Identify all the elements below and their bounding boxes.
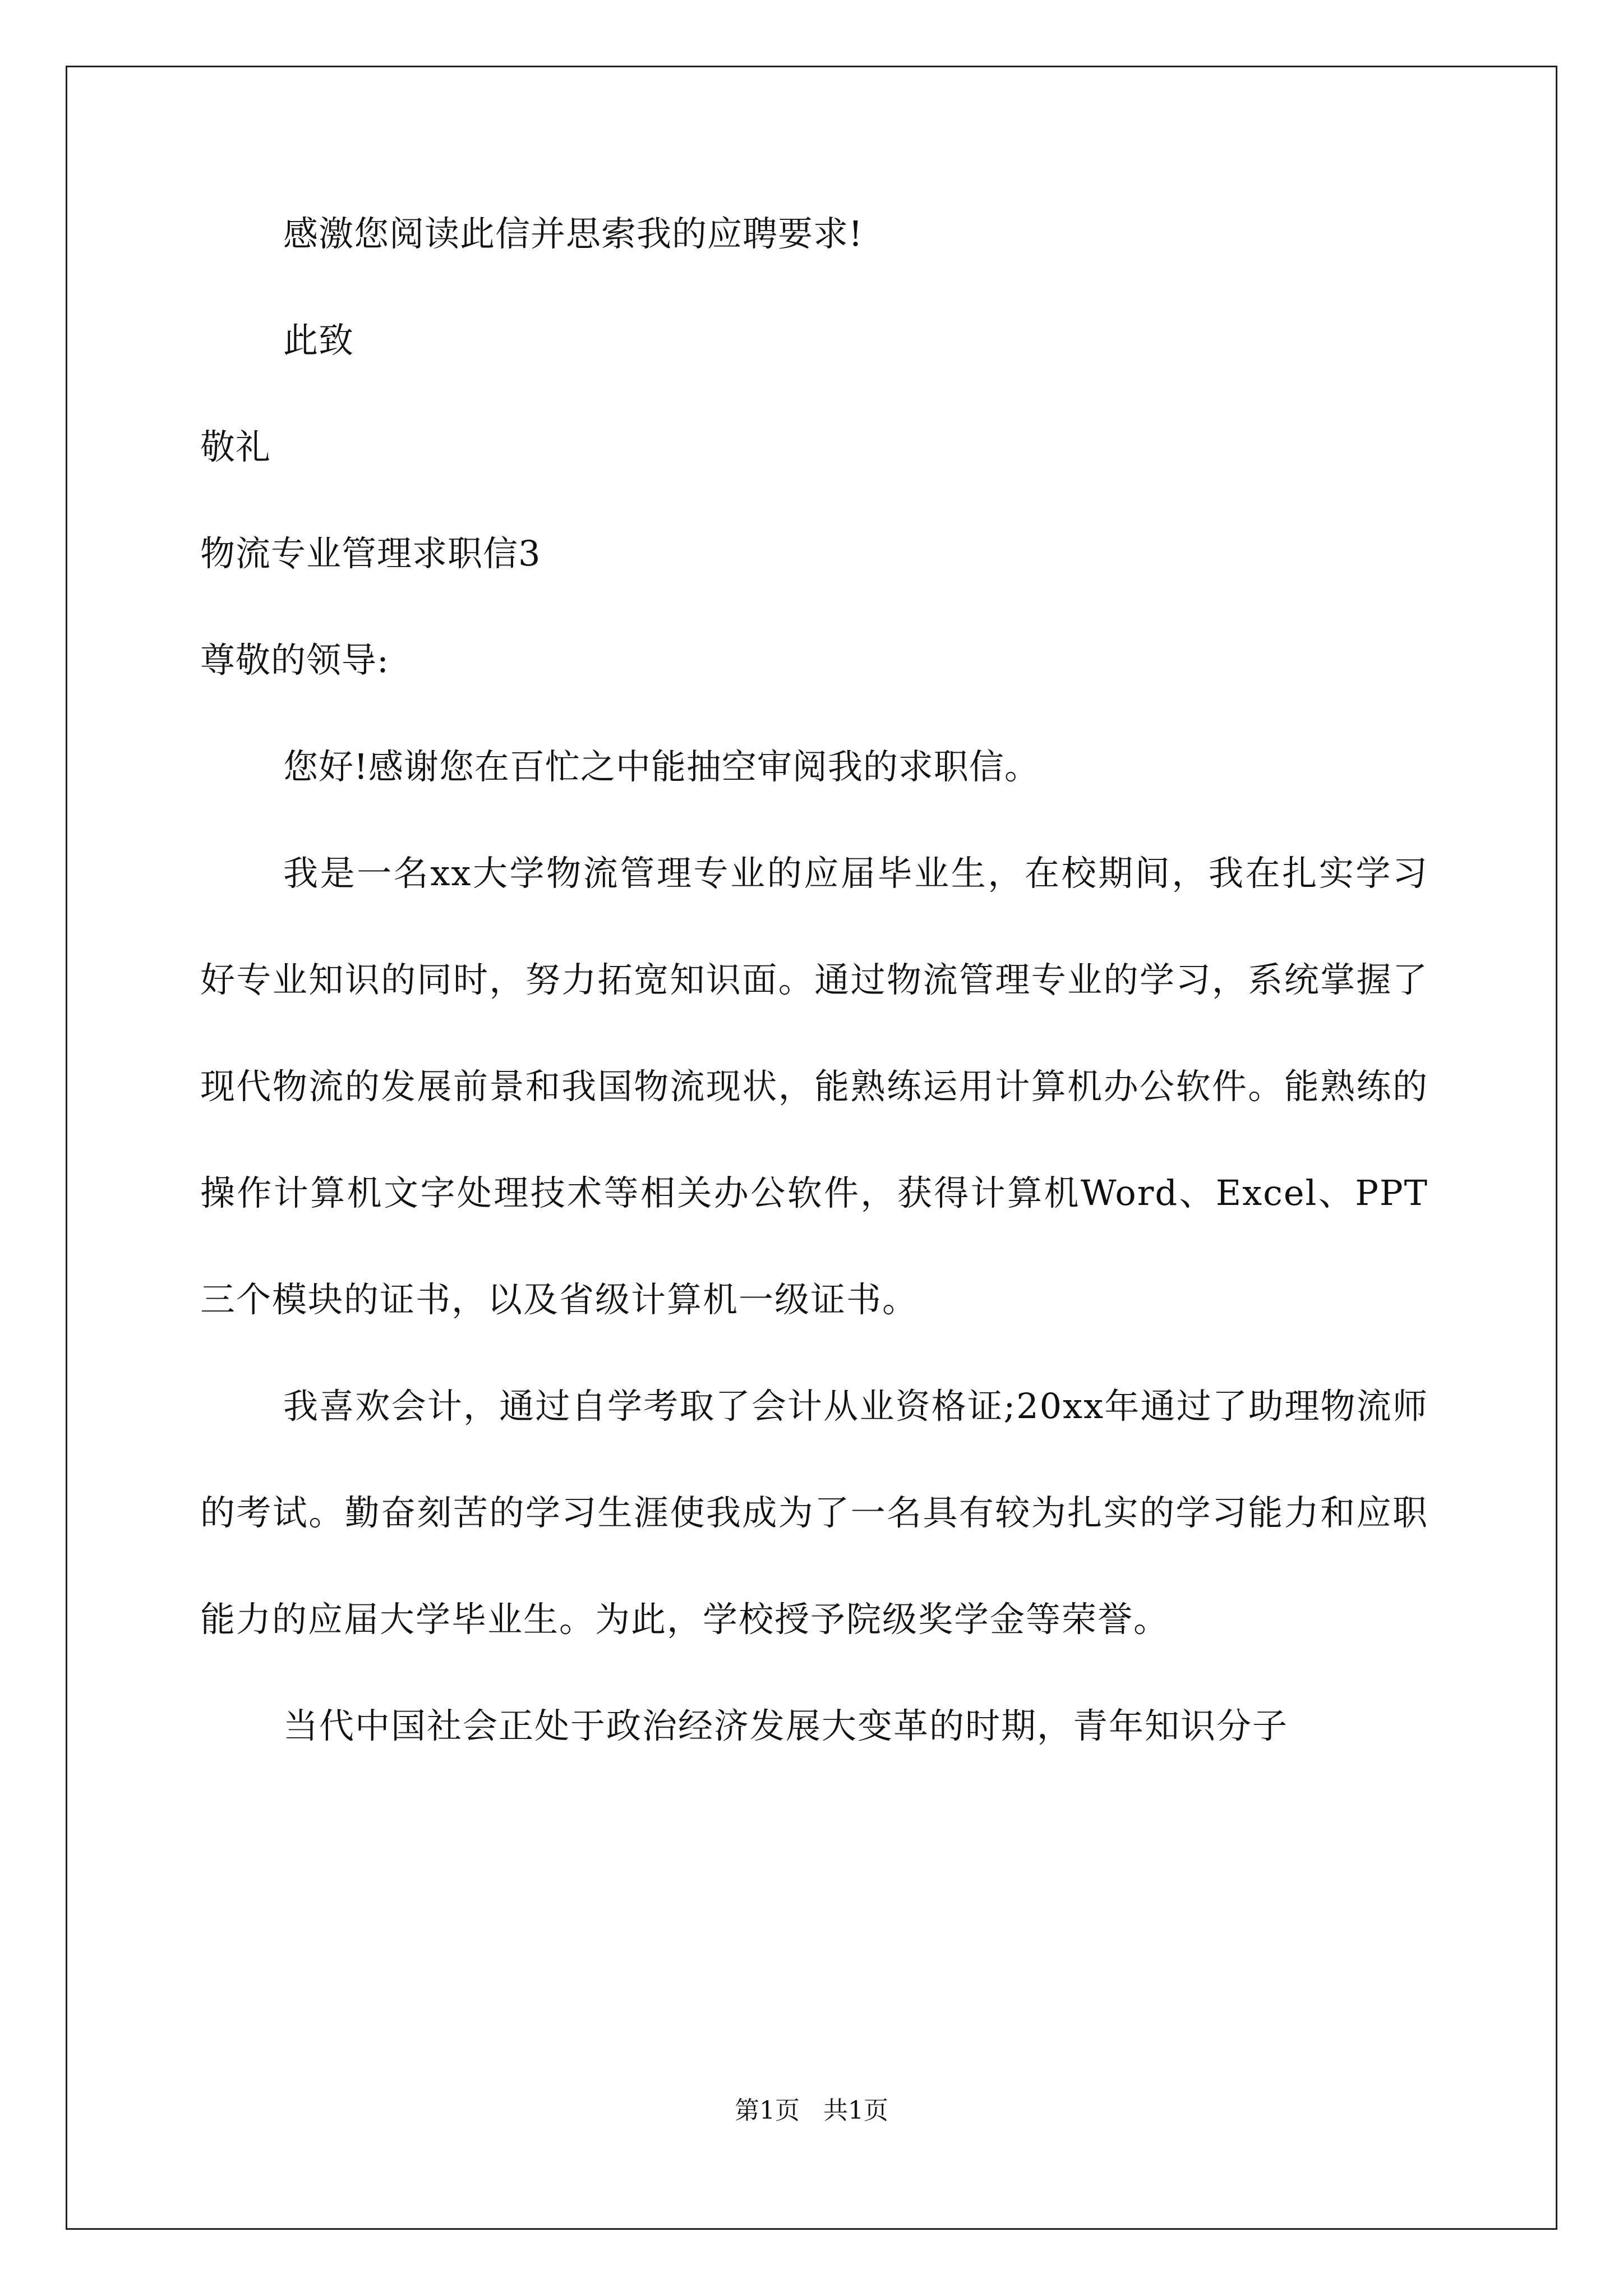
document-body: [200, 213, 1428, 1812]
greeting-line: 尊敬的领导:: [200, 639, 389, 680]
page-number-total: 共1页: [823, 2096, 888, 2125]
page-footer: [0, 2095, 1623, 2127]
paragraph-society: 当代中国社会正处于政治经济发展大变革的时期，青年知识分子: [283, 1705, 1289, 1746]
salutation-line-1: 此致: [283, 320, 354, 361]
page-number-current: 第1页: [735, 2096, 800, 2125]
salutation-line-2: 敬礼: [200, 426, 271, 467]
letter-heading: 物流专业管理求职信3: [200, 533, 541, 574]
paragraph-accounting: 我喜欢会计，通过自学考取了会计从业资格证;20xx年通过了助理物流师的考试。勤奋刻苦的学习生涯使我成为了一名具有较为扎实的学习能力和应职能力的应届大学毕业生。为此，学校授予院级奖学金等荣誉。: [200, 1386, 1428, 1640]
hello-line: 您好!感谢您在百忙之中能抽空审阅我的求职信。: [283, 746, 1040, 787]
thanks-line: 感激您阅读此信并思索我的应聘要求!: [283, 213, 863, 254]
paragraph-education: 我是一名xx大学物流管理专业的应届毕业生，在校期间，我在扎实学习好专业知识的同时，努力拓宽知识面。通过物流管理专业的学习，系统掌握了现代物流的发展前景和我国物流现状，能熟练运用计算机办公软件。能熟练的操作计算机文字处理技术等相关办公软件，获得计算机Word、Excel、PPT三个模块的证书，以及省级计算机一级证书。: [200, 853, 1428, 1320]
